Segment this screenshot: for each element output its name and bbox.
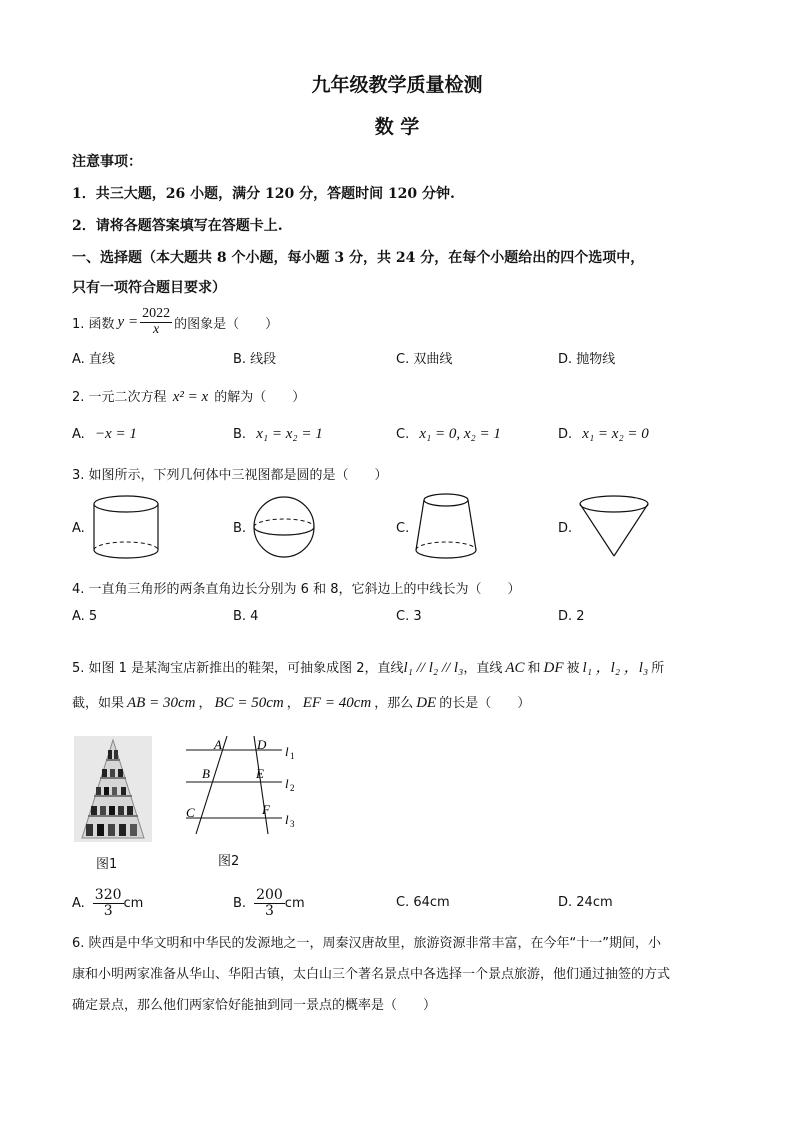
q4-option-c[interactable]: C. 3 [396, 609, 422, 624]
q5-option-c[interactable]: C. 64cm [396, 895, 450, 910]
q5-option-a-label: A. [72, 895, 85, 911]
q4-option-a[interactable]: A. 5 [72, 609, 98, 624]
q3-option-c-label[interactable]: C. [396, 521, 410, 536]
question-5-line-1 [72, 656, 664, 677]
cone-icon [576, 494, 652, 560]
q2-option-c-label: C. [396, 427, 410, 442]
notes-item-1: 1．共三大题，26 小题，满分 120 分，答题时间 120 分钟. [72, 186, 455, 202]
q1-fraction [140, 307, 172, 337]
question-3-stem: 3. 如图所示，下列几何体中三视图都是圆的是（ ） [72, 468, 388, 483]
q5-lines: l₁ ，l₂ ，l₃ [582, 660, 649, 676]
q5-option-a-unit: cm [123, 895, 144, 911]
q5-option-b-label: B. [233, 895, 247, 911]
label-E: E [256, 766, 264, 781]
label-F: F [262, 802, 270, 817]
shoe-rack-photo [74, 736, 152, 842]
q2-suffix: 的解为（ ） [214, 390, 306, 405]
q5-de: DE [416, 695, 437, 711]
notes-item-2: 2．请将各题答案填写在答题卡上. [72, 218, 283, 234]
q5-option-b-fraction [254, 888, 285, 918]
q5-option-b-num: 200 [256, 886, 283, 903]
q1-option-c[interactable]: C. 双曲线 [396, 352, 453, 367]
label-l1-sub: 1 [290, 751, 295, 761]
q1-option-a[interactable]: A. 直线 [72, 352, 115, 367]
question-6-line-3: 确定景点，那么他们两家恰好能抽到同一景点的概率是（ ） [72, 998, 437, 1013]
q5-ef: EF = 40cm [302, 695, 372, 711]
question-1-stem [72, 304, 278, 340]
q5-ac: AC [505, 660, 525, 676]
q2-option-b-label: B. [233, 427, 247, 442]
section-1-heading-cont: 只有一项符合题目要求） [72, 280, 226, 296]
question-4-stem: 4. 一直角三角形的两条直角边长分别为 6 和 8，它斜边上的中线长为（ ） [72, 582, 521, 597]
label-B: B [202, 766, 210, 781]
q1-prefix: 1. 函数 [72, 316, 115, 332]
q5-parallel: l₁ // l₂ // l₃ [403, 660, 464, 676]
q5-text-1: 5. 如图 1 是某淘宝店新推出的鞋架，可抽象成图 2，直线 [72, 661, 404, 676]
label-C: C [186, 805, 195, 820]
q2-option-c[interactable] [396, 426, 501, 443]
question-2-stem [72, 386, 305, 406]
question-6-line-1: 6. 陕西是中华文明和中华民的发源地之一，周秦汉唐故里，旅游资源非常丰富，在今年“十一”期间，小 [72, 936, 662, 951]
cylinder-icon [90, 494, 162, 562]
q3-option-d-label[interactable]: D. [558, 521, 573, 536]
q5-cut: 被 [566, 661, 580, 676]
q2-option-d[interactable] [558, 426, 649, 443]
label-l3-sub: 3 [290, 819, 295, 829]
q5-option-a-den: 3 [103, 902, 113, 919]
q5-bc: BC = 50cm [214, 695, 284, 711]
question-5-line-2: 截，如果 AB = 30cm ， BC = 50cm ， EF = 40cm ，那么 DE 的长是（ ） [72, 695, 531, 711]
notes-heading: 注意事项： [72, 154, 142, 170]
label-l1: l [285, 744, 289, 759]
sphere-icon [252, 494, 316, 560]
q1-suffix: 的图象是（ ） [174, 316, 279, 332]
q5-option-b[interactable] [233, 884, 305, 922]
q5-option-b-unit: cm [284, 895, 305, 911]
q1-option-b[interactable]: B. 线段 [233, 352, 277, 367]
q5-df: DF [543, 660, 564, 676]
q2-equation: x² = x [172, 389, 209, 405]
parallel-lines-figure [180, 734, 304, 838]
figure-2-caption: 图2 [218, 854, 240, 869]
q5-text-5: 的长是（ ） [439, 696, 531, 711]
label-l3: l [285, 812, 289, 827]
label-l2: l [285, 776, 289, 791]
q4-option-d[interactable]: D. 2 [558, 609, 585, 624]
q2-option-a-label: A. [72, 427, 85, 442]
q5-line1-end: 所 [651, 661, 665, 676]
q3-option-a-label[interactable]: A. [72, 521, 85, 536]
q2-option-b[interactable] [233, 426, 323, 443]
frustum-icon [413, 492, 479, 564]
q2-option-a-value: −x = 1 [94, 426, 137, 442]
q2-option-c-value: x₁ = 0, x₂ = 1 [419, 426, 501, 442]
q4-option-b[interactable]: B. 4 [233, 609, 259, 624]
section-1-heading: 一、选择题（本大题共 8 个小题，每小题 3 分，共 24 分，在每个小题给出的四个选项中， [72, 250, 645, 266]
q5-text-3: 截，如果 [72, 696, 125, 711]
subject-title: 数 学 [374, 116, 420, 138]
q5-option-a-num: 320 [94, 886, 122, 903]
q2-option-d-value: x₁ = x₂ = 0 [582, 426, 649, 442]
q5-option-d[interactable]: D. 24cm [558, 895, 613, 910]
label-l2-sub: 2 [290, 783, 295, 793]
q2-prefix: 2. 一元二次方程 [72, 390, 167, 405]
figure-1-caption: 图1 [96, 857, 118, 872]
q1-numerator: 2022 [142, 305, 171, 321]
q5-and: 和 [527, 661, 541, 676]
page-title: 九年级教学质量检测 [311, 74, 483, 96]
q5-option-a-fraction [93, 888, 124, 918]
label-D: D [257, 737, 267, 752]
label-A: A [214, 737, 222, 752]
q2-option-b-value: x₁ = x₂ = 1 [256, 426, 323, 442]
q1-lhs: y = [117, 313, 139, 330]
q3-option-b-label[interactable]: B. [233, 521, 247, 536]
q5-option-a[interactable] [72, 884, 143, 922]
q2-option-d-label: D. [558, 427, 573, 442]
q5-ab: AB = 30cm [127, 695, 196, 711]
question-6-line-2: 康和小明两家准备从华山、华阳古镇，太白山三个著名景点中各选择一个景点旅游，他们通过抽签的方式 [72, 967, 671, 982]
q5-text-2: ，直线 [463, 661, 503, 676]
q5-text-4: ，那么 [374, 696, 414, 711]
q1-option-d[interactable]: D. 抛物线 [558, 352, 616, 367]
q5-option-b-den: 3 [264, 902, 274, 919]
q2-option-a[interactable] [72, 426, 137, 443]
q1-denominator: x [152, 321, 160, 337]
